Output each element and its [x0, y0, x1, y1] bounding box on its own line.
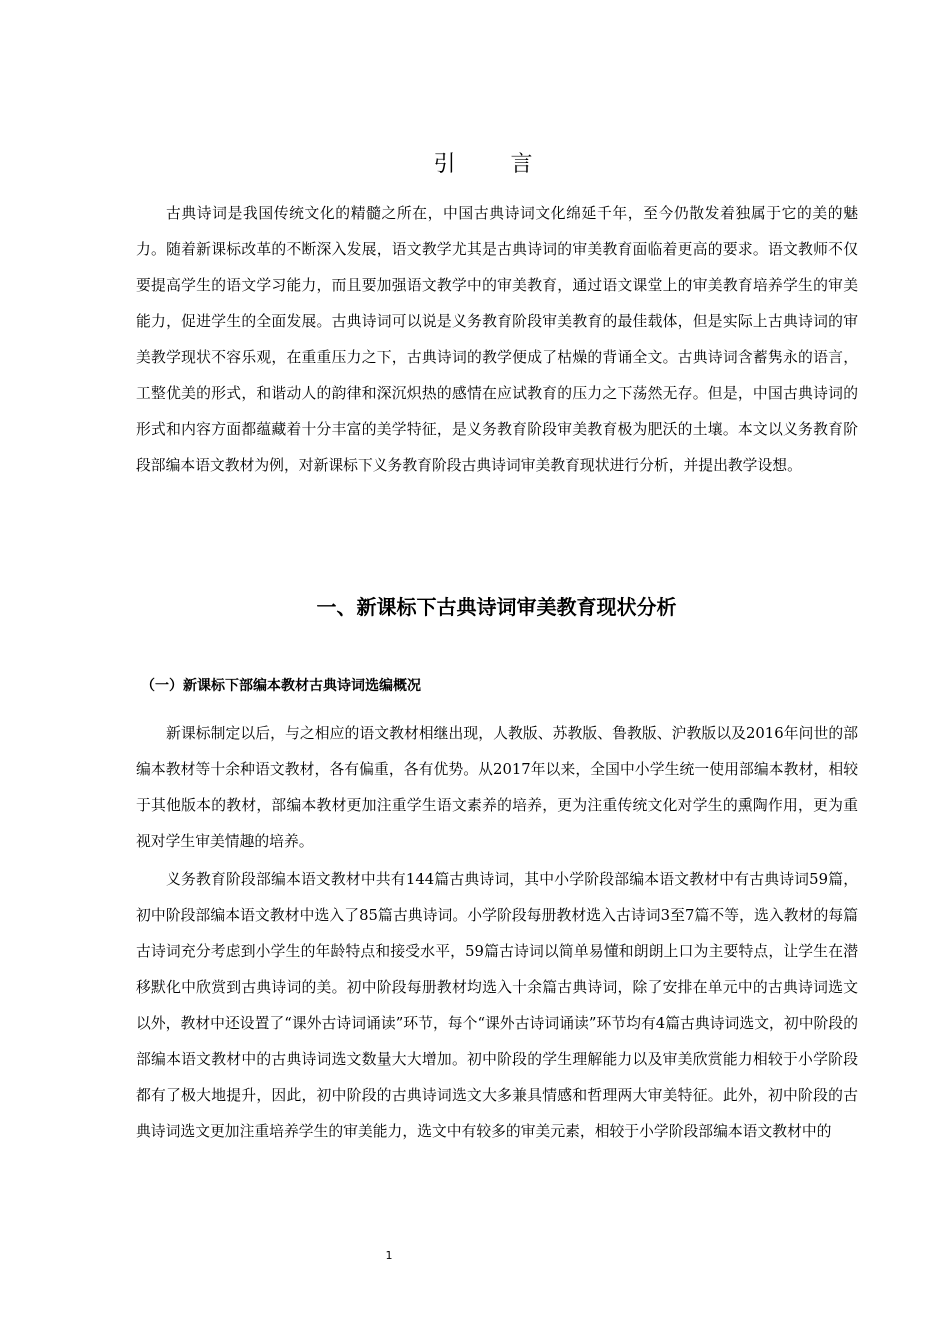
intro-paragraph: 古典诗词是我国传统文化的精髓之所在，中国古典诗词文化绵延千年，至今仍散发着独属于它的美的魅力。随着新课标改革的不断深入发展，语文教学尤其是古典诗词的审美教育面临着更高的要求。语文教师不仅要提高学生的语文学习能力，而且要加强语文教学中的审美教育，通过语文课堂上的审美教育培养学生的审美能力，促进学生的全面发展。古典诗词可以说是义务教育阶段审美教育的最佳载体，但是实际上古典诗词的审美教学现状不容乐观，在重重压力之下，古典诗词的教学便成了枯燥的背诵全文。古典诗词含蓄隽永的语言，工整优美的形式，和谐动人的韵律和深沉炽热的感情在应试教育的压力之下荡然无存。但是，中国古典诗词的形式和内容方面都蕴藏着十分丰富的美学特征，是义务教育阶段审美教育极为肥沃的土壤。本文以义务教育阶段部编本语文教材为例，对新课标下义务教育阶段古典诗词审美教育现状进行分析，并提出教学设想。: [136, 205, 858, 474]
body-paragraph: 新课标制定以后，与之相应的语文教材相继出现，人教版、苏教版、鲁教版、沪教版以及2016年问世的部编本教材等十余种语文教材，各有偏重，各有优势。从2017年以来，全国中小学生统一使用部编本教材，相较于其他版本的教材，部编本教材更加注重学生语文素养的培养，更为注重传统文化对学生的熏陶作用，更为重视对学生审美情趣的培养。: [136, 725, 858, 850]
page-number: 1: [385, 1249, 393, 1262]
subsection-heading: （一）新课标下部编本教材古典诗词选编概况: [141, 678, 421, 694]
body-paragraph: 义务教育阶段部编本语文教材中共有144篇古典诗词，其中小学阶段部编本语文教材中有古典诗词59篇，初中阶段部编本语文教材中选入了85篇古典诗词。小学阶段每册教材选入古诗词3至7篇不等，选入教材的每篇古诗词充分考虑到小学生的年龄特点和接受水平，59篇古诗词以简单易懂和朗朗上口为主要特点，让学生在潜移默化中欣赏到古典诗词的美。初中阶段每册教材均选入十余篇古典诗词，除了安排在单元中的古典诗词选文以外，教材中还设置了“课外古诗词诵读”环节，每个“课外古诗词诵读”环节均有4篇古典诗词选文，初中阶段的部编本语文教材中的古典诗词选文数量大大增加。初中阶段的学生理解能力以及审美欣赏能力相较于小学阶段都有了极大地提升，因此，初中阶段的古典诗词选文大多兼具情感和哲理两大审美特征。此外，初中阶段的古典诗词选文更加注重培养学生的审美能力，选文中有较多的审美元素，相较于小学阶段部编本语文教材中的: [136, 871, 858, 1140]
section-heading: 一、新课标下古典诗词审美教育现状分析: [316, 595, 677, 619]
page-title: 引 言: [433, 152, 557, 177]
